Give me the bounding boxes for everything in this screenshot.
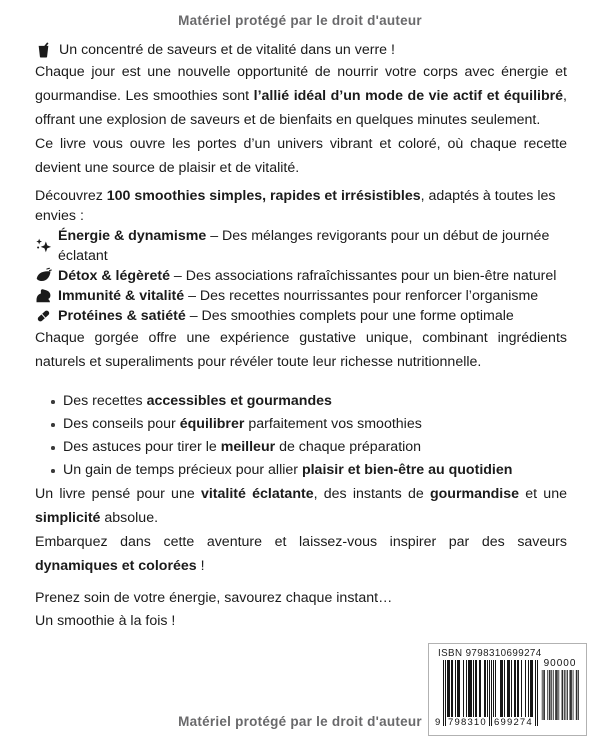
feature-list bbox=[35, 226, 567, 326]
feature-text: Détox & légèreté – Des associations rafraîchissantes pour un bien-être naturel bbox=[58, 268, 557, 284]
benefit-item: Des conseils pour équilibrer parfaitement vos smoothies bbox=[50, 413, 567, 436]
supplement-price-code: 90000 bbox=[543, 658, 577, 669]
feature-text: Énergie & dynamisme – Des mélanges revigorants pour un début de journée éclatant bbox=[58, 228, 550, 264]
feature-proteines bbox=[35, 306, 567, 326]
tagline-row bbox=[35, 40, 567, 60]
benefit-item: Des astuces pour tirer le meilleur de chaque préparation bbox=[50, 436, 567, 459]
sparkles-icon bbox=[35, 237, 52, 255]
barcode-digit-group1: 798310 bbox=[448, 717, 487, 728]
feature-detox bbox=[35, 266, 567, 286]
benefit-list bbox=[35, 390, 567, 482]
back-cover-text bbox=[0, 40, 600, 633]
tagline-text: Un concentré de saveurs et de vitalité dans un verre ! bbox=[59, 42, 395, 58]
flexed-biceps-icon bbox=[35, 287, 52, 305]
barcode-digit-group2: 699274 bbox=[494, 717, 533, 728]
cup-with-straw-icon bbox=[35, 41, 52, 59]
barcode-digit-left: 9 bbox=[435, 717, 441, 728]
paragraph-book-pitch: Un livre pensé pour une vitalité éclatante, des instants de gourmandise et une simplicité absolue. bbox=[35, 486, 567, 526]
isbn-label: ISBN 9798310699274 bbox=[438, 648, 542, 659]
closing-lines bbox=[35, 587, 567, 633]
feature-text: Protéines & satiété – Des smoothies complets pour une forme optimale bbox=[58, 308, 514, 324]
pill-icon bbox=[35, 307, 52, 325]
feature-energie bbox=[35, 226, 567, 266]
paragraph-experience: Chaque gorgée offre une expérience gustative unique, combinant ingrédients naturels et superaliments pour révéler toute leur richesse nutritionnelle. bbox=[35, 330, 567, 370]
paragraph-adventure: Embarquez dans cette aventure et laissez-vous inspirer par des saveurs dynamiques et colorées ! bbox=[35, 534, 567, 574]
feature-text: Immunité & vitalité – Des recettes nourrissantes pour renforcer l’organisme bbox=[58, 288, 539, 304]
closing-line-2: Un smoothie à la fois ! bbox=[35, 613, 176, 629]
benefit-item: Un gain de temps précieux pour allier plaisir et bien-être au quotidien bbox=[50, 459, 567, 482]
paragraph-universe: Ce livre vous ouvre les portes d’un univers vibrant et coloré, où chaque recette devient une source de plaisir et de vitalité. bbox=[35, 136, 567, 176]
leaf-icon bbox=[35, 267, 52, 285]
benefit-item: Des recettes accessibles et gourmandes bbox=[50, 390, 567, 413]
paragraph-opportunity: Chaque jour est une nouvelle opportunité de nourrir votre corps avec énergie et gourmandise. Les smoothies sont l’allié idéal d’un mode de vie actif et équilibré, offrant une explosion de saveurs et de bienfaits en quelques minutes seulement. bbox=[35, 64, 567, 128]
supplement-barcode bbox=[541, 658, 579, 720]
copyright-notice-bottom: Matériel protégé par le droit d'auteur bbox=[178, 714, 422, 729]
copyright-notice-top: Matériel protégé par le droit d'auteur bbox=[178, 13, 422, 28]
closing-line-1: Prenez soin de votre énergie, savourez chaque instant… bbox=[35, 590, 393, 606]
feature-immunite bbox=[35, 286, 567, 306]
paragraph-discover: Découvrez 100 smoothies simples, rapides et irrésistibles, adaptés à toutes les envies : bbox=[35, 188, 556, 224]
